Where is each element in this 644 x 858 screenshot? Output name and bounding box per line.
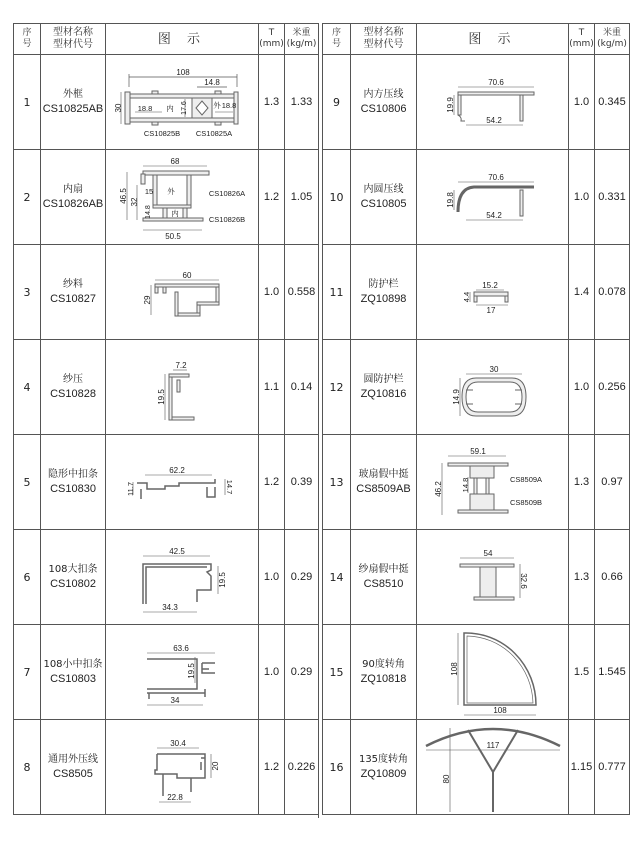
profile-diagram (106, 340, 259, 435)
seq-cell: 12 (323, 340, 351, 435)
table-row (14, 340, 319, 435)
profile-table-left (13, 23, 319, 815)
svg-text:32.6: 32.6 (518, 573, 528, 589)
profile-diagram (417, 245, 569, 340)
weight-cell: 1.33 (285, 55, 319, 150)
seq-cell: 2 (14, 150, 41, 245)
seq-cell: 7 (14, 625, 41, 720)
profile-drawing-zq10898 (418, 247, 568, 337)
name-cell: 纱扇假中挺 CS8510 (351, 530, 417, 625)
svg-text:60: 60 (182, 271, 192, 280)
svg-text:CS8509B: CS8509B (509, 498, 542, 507)
seq-cell: 8 (14, 720, 41, 815)
seq-cell: 3 (14, 245, 41, 340)
thickness-cell: 1.0 (259, 245, 285, 340)
svg-text:20: 20 (211, 761, 220, 771)
seq-cell: 10 (323, 150, 351, 245)
table-row (323, 530, 630, 625)
table-row (323, 340, 630, 435)
table-row (14, 55, 319, 150)
thickness-cell: 1.2 (259, 720, 285, 815)
thickness-cell: 1.4 (569, 245, 595, 340)
svg-text:30.4: 30.4 (170, 739, 186, 748)
profile-drawing-cs8510 (418, 532, 568, 622)
svg-text:CS10825A: CS10825A (195, 129, 233, 138)
svg-text:14.8: 14.8 (204, 78, 220, 87)
svg-text:22.8: 22.8 (167, 793, 183, 802)
thickness-cell: 1.0 (259, 625, 285, 720)
weight-cell: 0.97 (595, 435, 630, 530)
name-cell: 135度转角 ZQ10809 (351, 720, 417, 815)
svg-text:内: 内 (166, 104, 174, 113)
weight-cell: 1.05 (285, 150, 319, 245)
table-row (14, 150, 319, 245)
name-cell: 防护栏 ZQ10898 (351, 245, 417, 340)
svg-text:108: 108 (449, 662, 459, 676)
svg-text:19.8: 19.8 (445, 192, 455, 208)
thickness-cell: 1.3 (259, 55, 285, 150)
seq-cell: 14 (323, 530, 351, 625)
profile-drawing-cs10826ab (107, 152, 257, 242)
profile-drawing-cs10827 (107, 247, 257, 337)
profile-diagram (417, 435, 569, 530)
table-row (323, 720, 630, 815)
profile-drawing-zq10818 (418, 627, 568, 717)
seq-header: 序 号 (323, 24, 351, 55)
svg-text:34: 34 (170, 696, 180, 705)
name-cell: 玻扇假中挺 CS8509AB (351, 435, 417, 530)
profile-diagram (106, 55, 259, 150)
profile-drawing-cs8505 (107, 722, 257, 812)
svg-text:7.2: 7.2 (175, 361, 187, 370)
svg-text:19.9: 19.9 (445, 97, 455, 113)
weight-cell: 0.66 (595, 530, 630, 625)
svg-text:54: 54 (483, 549, 492, 558)
name-cell: 圆防护栏 ZQ10816 (351, 340, 417, 435)
profile-diagram (106, 625, 259, 720)
weight-cell: 0.256 (595, 340, 630, 435)
svg-text:32: 32 (130, 197, 139, 207)
svg-text:CS10825B: CS10825B (143, 129, 181, 138)
svg-text:30: 30 (489, 365, 498, 374)
name-cell: 90度转角 ZQ10818 (351, 625, 417, 720)
svg-text:外: 外 (167, 187, 175, 196)
name-cell: 纱料 CS10827 (41, 245, 106, 340)
thickness-cell: 1.1 (259, 340, 285, 435)
table-row (14, 625, 319, 720)
profile-drawing-cs10828 (107, 342, 257, 432)
table-row (14, 530, 319, 625)
weight-cell: 0.078 (595, 245, 630, 340)
name-cell: 外框 CS10825AB (41, 55, 106, 150)
thickness-cell: 1.2 (259, 150, 285, 245)
weight-cell: 1.545 (595, 625, 630, 720)
thickness-cell: 1.2 (259, 435, 285, 530)
weight-cell: 0.558 (285, 245, 319, 340)
profile-diagram (417, 530, 569, 625)
name-cell: 内圆压线 CS10805 (351, 150, 417, 245)
svg-text:63.6: 63.6 (173, 644, 189, 653)
name-cell: 纱压 CS10828 (41, 340, 106, 435)
svg-text:42.5: 42.5 (169, 547, 185, 556)
seq-cell: 5 (14, 435, 41, 530)
profile-drawing-cs10806 (418, 57, 568, 147)
weight-header: 米重 (kg/m) (595, 24, 630, 55)
weight-cell: 0.14 (285, 340, 319, 435)
diagram-header: 图 示 (417, 24, 569, 55)
svg-text:34.3: 34.3 (162, 603, 178, 612)
profile-table-right (322, 23, 630, 815)
svg-text:70.6: 70.6 (487, 78, 504, 87)
profile-diagram (417, 625, 569, 720)
name-cell: 108大扣条 CS10802 (41, 530, 106, 625)
thickness-cell: 1.3 (569, 435, 595, 530)
thickness-header: T (mm) (259, 24, 285, 55)
profile-diagram (417, 55, 569, 150)
svg-text:62.2: 62.2 (169, 466, 185, 475)
svg-text:15.2: 15.2 (481, 281, 498, 290)
svg-text:50.5: 50.5 (165, 232, 181, 241)
thickness-cell: 1.0 (259, 530, 285, 625)
seq-cell: 1 (14, 55, 41, 150)
svg-text:14.9: 14.9 (451, 389, 461, 405)
profile-drawing-zq10816 (418, 342, 568, 432)
diagram-header: 图 示 (106, 24, 259, 55)
svg-text:46.2: 46.2 (433, 481, 443, 497)
svg-text:54.2: 54.2 (485, 116, 502, 125)
thickness-cell: 1.0 (569, 55, 595, 150)
table-row (14, 435, 319, 530)
weight-cell: 0.29 (285, 625, 319, 720)
profile-diagram (106, 150, 259, 245)
weight-cell: 0.29 (285, 530, 319, 625)
name-header: 型材名称 型材代号 (351, 24, 417, 55)
profile-diagram (417, 340, 569, 435)
weight-cell: 0.777 (595, 720, 630, 815)
svg-text:19.5: 19.5 (218, 572, 227, 588)
header-row (323, 24, 630, 55)
svg-text:4.4: 4.4 (461, 291, 471, 303)
svg-text:17.6: 17.6 (181, 101, 188, 115)
seq-cell: 11 (323, 245, 351, 340)
svg-text:19.5: 19.5 (187, 663, 196, 679)
header-row (14, 24, 319, 55)
weight-cell: 0.345 (595, 55, 630, 150)
profile-drawing-zq10809 (418, 722, 568, 812)
name-cell: 108小中扣条 CS10803 (41, 625, 106, 720)
name-header: 型材名称 型材代号 (41, 24, 106, 55)
svg-text:外: 外 (213, 101, 221, 110)
thickness-header: T (mm) (569, 24, 595, 55)
table-row (14, 245, 319, 340)
svg-text:11.7: 11.7 (126, 481, 135, 497)
thickness-cell: 1.5 (569, 625, 595, 720)
svg-text:117: 117 (486, 741, 499, 750)
svg-text:15: 15 (144, 187, 154, 196)
table-row (323, 150, 630, 245)
svg-text:68: 68 (170, 157, 180, 166)
svg-text:18.8: 18.8 (221, 101, 237, 110)
thickness-cell: 1.15 (569, 720, 595, 815)
svg-text:18.8: 18.8 (137, 104, 153, 113)
thickness-cell: 1.0 (569, 150, 595, 245)
profile-diagram (106, 245, 259, 340)
svg-text:80: 80 (441, 774, 451, 784)
weight-cell: 0.39 (285, 435, 319, 530)
svg-text:46.5: 46.5 (119, 188, 128, 204)
table-row (14, 720, 319, 815)
profile-drawing-cs8509ab (418, 437, 568, 527)
svg-text:108: 108 (492, 706, 507, 715)
thickness-cell: 1.0 (569, 340, 595, 435)
svg-text:17: 17 (486, 306, 495, 315)
seq-cell: 16 (323, 720, 351, 815)
svg-text:CS8509A: CS8509A (509, 475, 542, 484)
table-row (323, 435, 630, 530)
profile-diagram (106, 720, 259, 815)
profile-drawing-cs10830 (107, 437, 257, 527)
profile-diagram (106, 435, 259, 530)
profile-drawing-cs10803 (107, 627, 257, 717)
profile-diagram (417, 720, 569, 815)
svg-text:29: 29 (143, 295, 152, 305)
weight-cell: 0.331 (595, 150, 630, 245)
profile-drawing-cs10802 (107, 532, 257, 622)
profile-diagram (106, 530, 259, 625)
table-row (323, 55, 630, 150)
profile-diagram (417, 150, 569, 245)
name-cell: 隐形中扣条 CS10830 (41, 435, 106, 530)
svg-text:内: 内 (171, 209, 179, 218)
svg-text:14.8: 14.8 (460, 477, 470, 493)
seq-cell: 4 (14, 340, 41, 435)
seq-cell: 6 (14, 530, 41, 625)
svg-text:108: 108 (176, 68, 190, 77)
svg-text:59.1: 59.1 (469, 447, 486, 456)
svg-text:14.8: 14.8 (145, 205, 152, 219)
svg-text:14.7: 14.7 (225, 479, 234, 495)
profile-drawing-cs10805 (418, 152, 568, 242)
seq-cell: 15 (323, 625, 351, 720)
svg-text:CS10826A: CS10826A (208, 189, 246, 198)
svg-text:CS10826B: CS10826B (208, 215, 246, 224)
seq-header: 序 号 (14, 24, 41, 55)
name-cell: 内方压线 CS10806 (351, 55, 417, 150)
name-cell: 内扇 CS10826AB (41, 150, 106, 245)
table-row (323, 625, 630, 720)
seq-cell: 13 (323, 435, 351, 530)
profile-drawing-cs10825ab (107, 57, 257, 147)
svg-text:70.6: 70.6 (487, 173, 504, 182)
thickness-cell: 1.3 (569, 530, 595, 625)
svg-text:30: 30 (114, 103, 123, 113)
table-row (323, 245, 630, 340)
weight-cell: 0.226 (285, 720, 319, 815)
svg-text:19.5: 19.5 (157, 389, 166, 405)
weight-header: 米重 (kg/m) (285, 24, 319, 55)
seq-cell: 9 (323, 55, 351, 150)
name-cell: 通用外压线 CS8505 (41, 720, 106, 815)
svg-text:54.2: 54.2 (485, 211, 502, 220)
